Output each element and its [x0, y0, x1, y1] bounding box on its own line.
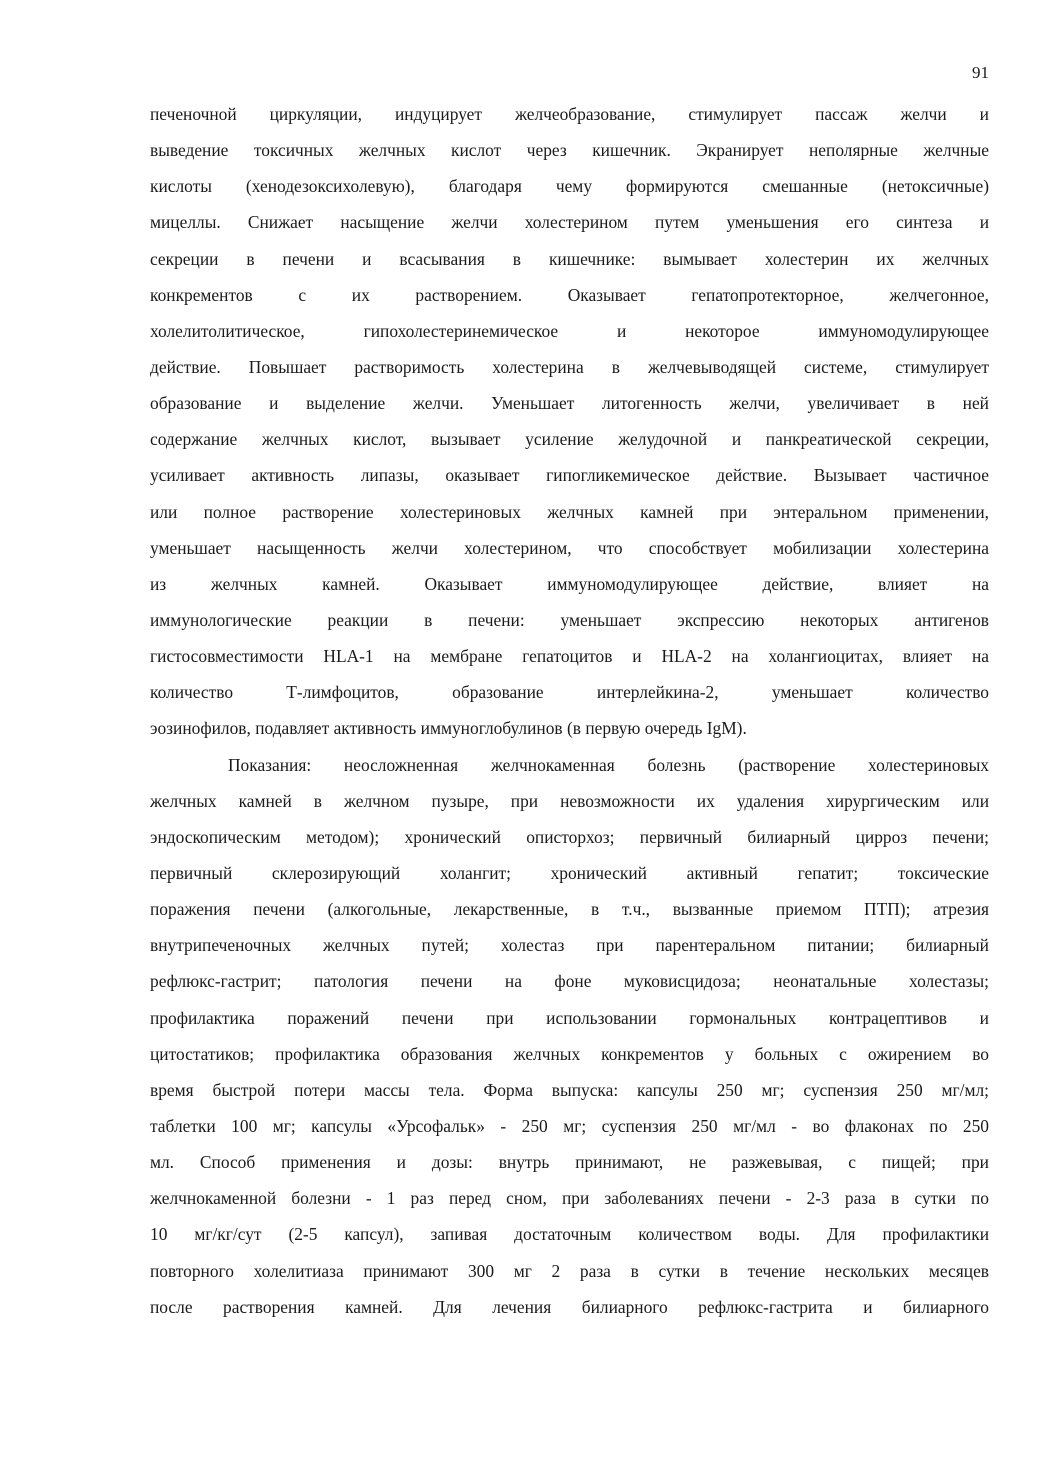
- text-line: выведение токсичных желчных кислот через кишечник. Экранирует неполярные желчные: [150, 140, 989, 161]
- text-line: гистосовместимости HLA-1 на мембране гепатоцитов и HLA-2 на холангиоцитах, влияет на: [150, 646, 989, 667]
- text-line: действие. Повышает растворимость холестерина в желчевыводящей системе, стимулирует: [150, 356, 989, 377]
- body-text: [150, 96, 989, 1325]
- text-line: холелитолитическое, гипохолестеринемическое и некоторое иммуномодулирующее: [150, 320, 989, 341]
- text-line: эозинофилов, подавляет активность иммуноглобулинов (в первую очередь IgM).: [150, 718, 747, 739]
- text-line: уменьшает насыщенность желчи холестерином, что способствует мобилизации холестерина: [150, 537, 989, 558]
- text-line: конкрементов с их растворением. Оказывает гепатопротекторное, желчегонное,: [150, 284, 989, 305]
- text-line: внутрипеченочных желчных путей; холестаз при парентеральном питании; билиарный: [150, 935, 989, 956]
- text-line: рефлюкс-гастрит; патология печени на фоне муковисцидоза; неонатальные холестазы;: [150, 971, 989, 992]
- text-line: таблетки 100 мг; капсулы «Урсофальк» - 250 мг; суспензия 250 мг/мл - во флаконах по 250: [150, 1115, 989, 1136]
- text-line: мицеллы. Снижает насыщение желчи холестерином путем уменьшения его синтеза и: [150, 212, 989, 233]
- text-line: печеночной циркуляции, индуцирует желчеобразование, стимулирует пассаж желчи и: [150, 104, 989, 124]
- page-number: 91: [972, 63, 989, 82]
- text-line: содержание желчных кислот, вызывает усиление желудочной и панкреатической секреции,: [150, 429, 989, 450]
- text-line: цитостатиков; профилактика образования желчных конкрементов у больных с ожирением во: [150, 1043, 989, 1064]
- text-line: повторного холелитиаза принимают 300 мг 2 раза в сутки в течение нескольких месяцев: [150, 1260, 989, 1281]
- text-line: усиливает активность липазы, оказывает гипогликемическое действие. Вызывает частичное: [150, 465, 989, 486]
- text-line: кислоты (хенодезоксихолевую), благодаря чему формируются смешанные (нетоксичные): [150, 176, 989, 197]
- text-line: профилактика поражений печени при использовании гормональных контрацептивов и: [150, 1007, 989, 1028]
- text-line: образование и выделение желчи. Уменьшает литогенность желчи, увеличивает в ней: [150, 393, 989, 414]
- text-line: поражения печени (алкогольные, лекарственные, в т.ч., вызванные приемом ПТП); атрезия: [150, 899, 989, 920]
- text-line: секреции в печени и всасывания в кишечнике: вымывает холестерин их желчных: [150, 248, 989, 269]
- text-line: после растворения камней. Для лечения билиарного рефлюкс-гастрита и билиарного: [150, 1296, 989, 1317]
- text-line: желчнокаменной болезни - 1 раз перед сном, при заболеваниях печени - 2-3 раза в сутки по: [150, 1188, 989, 1209]
- paragraph: [150, 747, 989, 1325]
- text-line: желчных камней в желчном пузыре, при невозможности их удаления хирургическим или: [150, 790, 989, 811]
- text-line: или полное растворение холестериновых желчных камней при энтеральном применении,: [150, 501, 989, 522]
- text-line: количество Т-лимфоцитов, образование интерлейкина-2, уменьшает количество: [150, 682, 989, 703]
- text-line: 10 мг/кг/сут (2-5 капсул), запивая достаточным количеством воды. Для профилактики: [150, 1224, 989, 1245]
- text-line: иммунологические реакции в печени: уменьшает экспрессию некоторых антигенов: [150, 609, 989, 630]
- text-line: из желчных камней. Оказывает иммуномодулирующее действие, влияет на: [150, 573, 989, 594]
- text-line: первичный склерозирующий холангит; хронический активный гепатит; токсические: [150, 862, 989, 883]
- text-line: время быстрой потери массы тела. Форма выпуска: капсулы 250 мг; суспензия 250 мг/мл;: [150, 1079, 989, 1100]
- paragraph: [150, 96, 989, 747]
- text-line: мл. Способ применения и дозы: внутрь принимают, не разжевывая, с пищей; при: [150, 1152, 989, 1173]
- text-line: Показания: неосложненная желчнокаменная болезнь (растворение холестериновых: [228, 754, 989, 775]
- text-line: эндоскопическим методом); хронический описторхоз; первичный билиарный цирроз печени;: [150, 826, 989, 847]
